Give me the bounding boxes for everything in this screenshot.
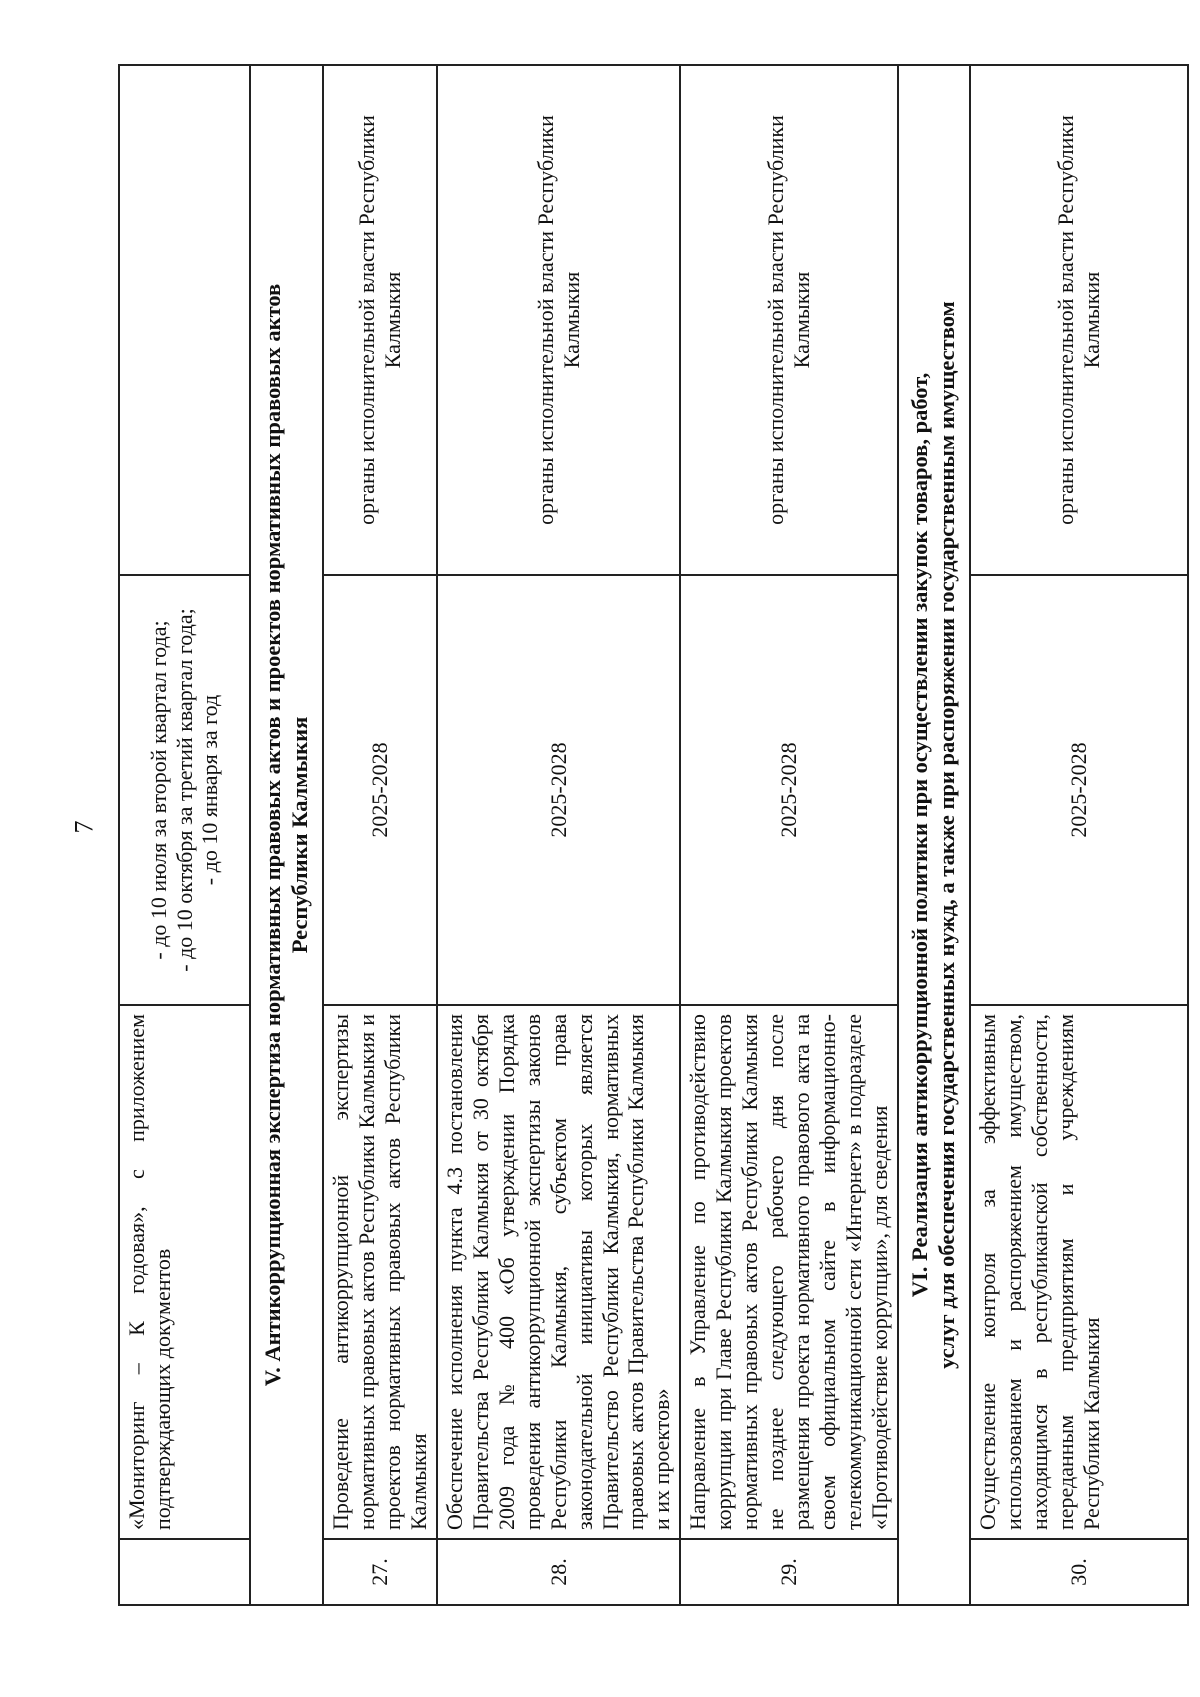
deadline-line: - до 10 октября за третий квартал года; — [171, 608, 197, 972]
rotated-table-container — [118, 66, 1105, 1606]
section-heading-line: услуг для обеспечения государственных нужд, а также при распоряжении государственным имуществом — [934, 301, 960, 1369]
table-row — [970, 65, 1188, 1605]
table-row — [323, 65, 437, 1605]
deadline-line: - до 10 июля за второй квартал года; — [145, 620, 171, 960]
measure-text: «Мониторинг – К годовая», с приложением подтверждающих документов — [119, 1005, 250, 1539]
row-number: 30. — [970, 1539, 1188, 1605]
deadline-cell: 2025-2028 — [680, 575, 898, 1005]
measure-text: Направление в Управление по противодействию коррупции при Главе Республики Калмыкия проектов нормативных правовых актов Республики Калмыкия не позднее следующего рабочего дня после размещения проекта нормативного правового акта на своем официальном сайте в информационно-телекоммуникационной сети «Интернет» в подразделе «Противодействие коррупции», для сведения — [680, 1005, 898, 1539]
measures-table — [118, 64, 1189, 1606]
row-number: 27. — [323, 1539, 437, 1605]
page-number: 7 — [69, 820, 99, 834]
section-heading — [898, 65, 970, 1605]
deadline-cell: 2025-2028 — [437, 575, 681, 1005]
section-heading-line: V. Антикоррупционная экспертиза нормативных правовых актов и проектов нормативных правовых актов — [259, 283, 285, 1387]
section-header-row — [898, 65, 970, 1605]
row-number — [119, 1539, 250, 1605]
measure-text: Обеспечение исполнения пункта 4.3 постановления Правительства Республики Калмыкия от 30 октября 2009 года № 400 «Об утверждении Порядка проведения антикоррупционной экспертизы законов Республики Калмыкия, субъектом права законодательной инициативы которых является Правительство Республики Калмыкия, нормативных правовых актов Правительства Республики Калмыкия и их проектов» — [437, 1005, 681, 1539]
deadline-line: - до 10 января за год — [197, 694, 223, 886]
responsible-cell — [119, 65, 250, 575]
responsible-cell: органы исполнительной власти Республики Калмыкия — [680, 65, 898, 575]
row-number: 29. — [680, 1539, 898, 1605]
section-header-row — [250, 65, 323, 1605]
deadline-cell: 2025-2028 — [970, 575, 1188, 1005]
responsible-cell: органы исполнительной власти Республики Калмыкия — [970, 65, 1188, 575]
section-heading-line: Республики Калмыкия — [286, 716, 312, 954]
row-number: 28. — [437, 1539, 681, 1605]
table-row — [437, 65, 681, 1605]
section-heading — [250, 65, 323, 1605]
measure-text: Проведение антикоррупционной экспертизы нормативных правовых актов Республики Калмыкия и проектов нормативных правовых актов Республики Калмыкия — [323, 1005, 437, 1539]
deadline-cell: 2025-2028 — [323, 575, 437, 1005]
table-row — [119, 65, 250, 1605]
responsible-cell: органы исполнительной власти Республики Калмыкия — [437, 65, 681, 575]
section-heading-line: VI. Реализация антикоррупционной политики при осуществлении закупок товаров, работ, — [907, 372, 933, 1298]
table-row — [680, 65, 898, 1605]
deadline-cell — [119, 575, 250, 1005]
measure-text: Осуществление контроля за эффективным использованием и распоряжением имуществом, находящимся в республиканской собственности, переданным предприятиям и учреждениям Республики Калмыкия — [970, 1005, 1188, 1539]
responsible-cell: органы исполнительной власти Республики Калмыкия — [323, 65, 437, 575]
